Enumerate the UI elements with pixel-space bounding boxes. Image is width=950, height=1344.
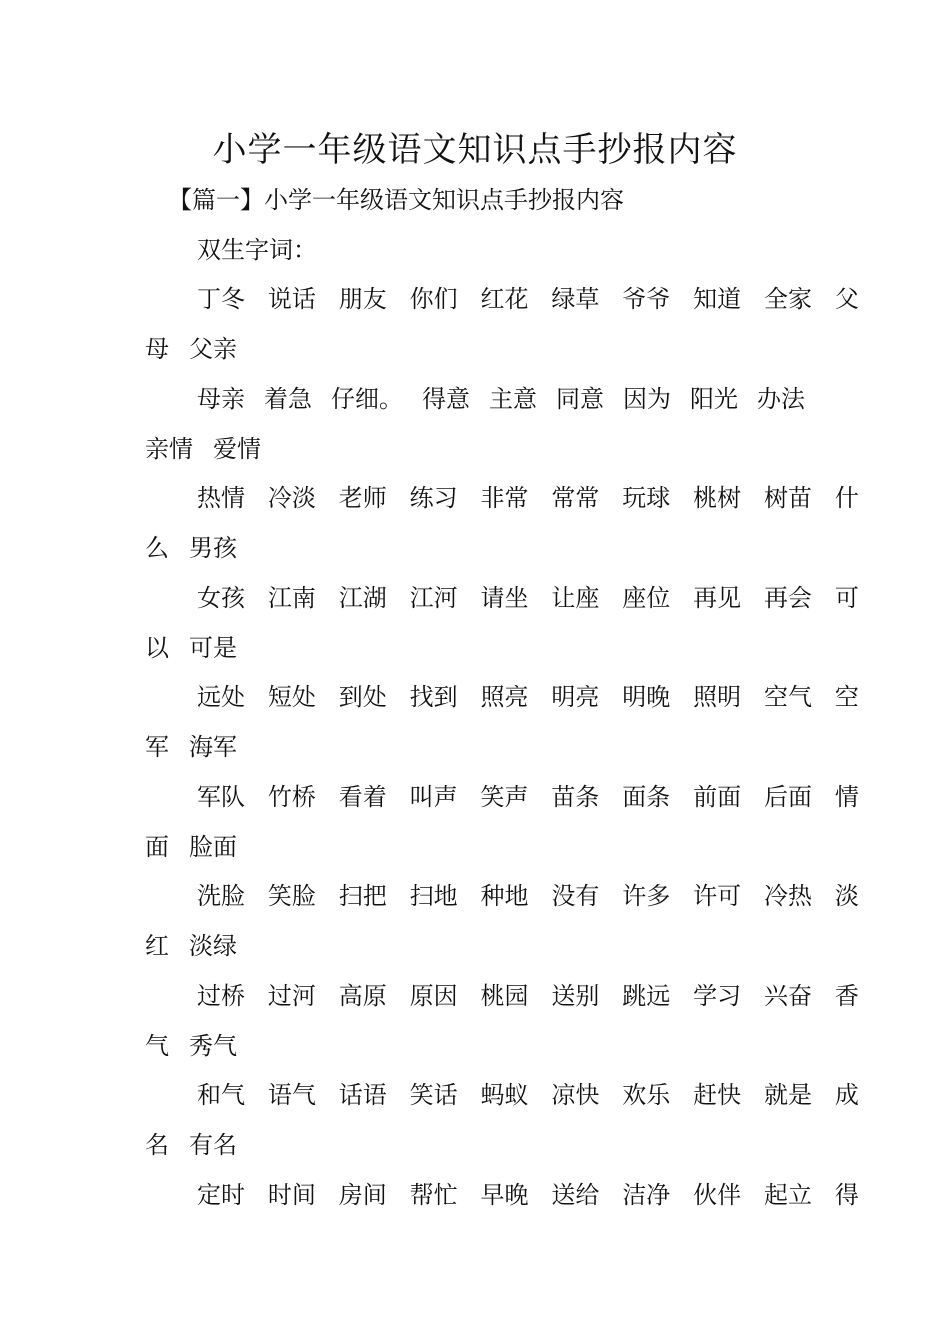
vocab-word: 蚂蚁: [480, 1081, 529, 1109]
vocab-word: 请坐: [480, 584, 529, 612]
vocab-row: [197, 974, 859, 1018]
vocab-word: 原因: [409, 982, 458, 1010]
vocab-word: 办法: [757, 385, 805, 413]
vocab-row: [197, 675, 859, 719]
vocab-word: 扫把: [338, 882, 387, 910]
vocab-word: 没有: [551, 882, 600, 910]
vocab-word: 什: [834, 484, 859, 512]
vocab-word: 可: [834, 584, 859, 612]
vocab-word: 欢乐: [622, 1081, 671, 1109]
vocab-word: 军: [145, 733, 169, 761]
vocab-word: 情: [834, 783, 859, 811]
vocab-word: 洗脸: [197, 882, 245, 910]
vocab-row-continuation: [145, 626, 237, 670]
vocab-word: 空气: [764, 683, 812, 711]
vocab-word: 男孩: [189, 534, 237, 562]
vocab-word: 早晚: [480, 1181, 529, 1209]
vocab-row-continuation: [145, 1123, 237, 1167]
vocab-word: 主意: [489, 385, 537, 413]
vocab-word: 短处: [267, 683, 316, 711]
vocab-word: 着急: [264, 385, 312, 413]
vocab-row: [197, 576, 859, 620]
vocab-word: 脸面: [189, 833, 237, 861]
vocab-row-continuation: [145, 327, 237, 371]
vocab-row: [197, 775, 859, 819]
vocab-word: 远处: [197, 683, 245, 711]
vocab-word: 冷热: [764, 882, 812, 910]
vocab-word: 照明: [693, 683, 742, 711]
vocab-word: 江河: [409, 584, 458, 612]
vocab-word: 后面: [764, 783, 812, 811]
vocab-word: 到处: [338, 683, 387, 711]
vocab-word: 就是: [764, 1081, 812, 1109]
vocab-word: 面条: [622, 783, 671, 811]
vocab-word: 跳远: [622, 982, 671, 1010]
vocab-word: 热情: [197, 484, 245, 512]
vocab-word: 红花: [480, 285, 529, 313]
vocab-word: 高原: [338, 982, 387, 1010]
vocab-word: 帮忙: [409, 1181, 458, 1209]
vocab-word: 房间: [338, 1181, 387, 1209]
vocab-word: 江湖: [338, 584, 387, 612]
vocab-word: 空: [834, 683, 859, 711]
vocab-word: 明晚: [622, 683, 671, 711]
vocab-row: [197, 874, 859, 918]
vocab-row-continuation: [145, 526, 237, 570]
vocab-word: 叫声: [409, 783, 458, 811]
vocab-row: [197, 476, 859, 520]
vocab-word: 凉快: [551, 1081, 600, 1109]
vocab-word: 父: [834, 285, 859, 313]
vocab-word: 赶快: [693, 1081, 742, 1109]
vocab-word: 许多: [622, 882, 671, 910]
vocab-row-continuation: [145, 427, 261, 471]
vocab-word: 阳光: [690, 385, 738, 413]
vocab-word: 淡绿: [189, 932, 237, 960]
vocab-word: 爱情: [213, 435, 261, 463]
vocab-word: 得: [834, 1181, 859, 1209]
vocab-word: 笑脸: [267, 882, 316, 910]
vocab-row-continuation: [145, 924, 237, 968]
vocab-word: 母: [145, 335, 169, 363]
vocab-word: 座位: [622, 584, 671, 612]
vocab-word: 同意: [556, 385, 604, 413]
vocab-word: 桃园: [480, 982, 529, 1010]
vocab-word: 再见: [693, 584, 742, 612]
vocab-row: [197, 1173, 859, 1217]
vocab-word: 许可: [693, 882, 742, 910]
vocab-word: 说话: [267, 285, 316, 313]
vocab-word: 名: [145, 1131, 169, 1159]
document-title: 小学一年级语文知识点手抄报内容: [212, 130, 738, 170]
vocab-word: 知道: [693, 285, 742, 313]
vocab-word: 过河: [267, 982, 316, 1010]
vocab-word: 练习: [409, 484, 458, 512]
vocab-word: 过桥: [197, 982, 245, 1010]
vocab-word: 你们: [409, 285, 458, 313]
vocab-word: 伙伴: [693, 1181, 742, 1209]
vocab-word: 再会: [764, 584, 812, 612]
vocab-word: 仔细。: [331, 385, 403, 413]
vocab-row-continuation: [145, 825, 237, 869]
vocab-word: 苗条: [551, 783, 600, 811]
vocab-word: 明亮: [551, 683, 600, 711]
vocab-word: 面: [145, 833, 169, 861]
vocab-word: 找到: [409, 683, 458, 711]
vocab-word: 得意: [422, 385, 470, 413]
vocab-word: 送别: [551, 982, 600, 1010]
vocab-word: 母亲: [197, 385, 245, 413]
vocab-word: 树苗: [764, 484, 812, 512]
vocab-word: 江南: [267, 584, 316, 612]
vocab-word: 么: [145, 534, 169, 562]
vocab-row: [197, 377, 805, 421]
vocab-word: 话语: [338, 1081, 387, 1109]
vocab-word: 常常: [551, 484, 600, 512]
vocab-word: 玩球: [622, 484, 671, 512]
vocab-word: 有名: [189, 1131, 237, 1159]
vocab-row-continuation: [145, 725, 237, 769]
vocab-word: 以: [145, 634, 169, 662]
vocab-word: 军队: [197, 783, 245, 811]
vocab-word: 语气: [267, 1081, 316, 1109]
vocab-word: 红: [145, 932, 169, 960]
vocab-word: 香: [834, 982, 859, 1010]
vocab-word: 父亲: [189, 335, 237, 363]
vocab-word: 丁冬: [197, 285, 245, 313]
vocab-word: 看着: [338, 783, 387, 811]
vocab-word: 让座: [551, 584, 600, 612]
vocab-word: 定时: [197, 1181, 245, 1209]
vocab-word: 时间: [267, 1181, 316, 1209]
vocab-word: 起立: [764, 1181, 812, 1209]
vocab-word: 送给: [551, 1181, 600, 1209]
vocab-word: 兴奋: [764, 982, 812, 1010]
vocab-word: 非常: [480, 484, 529, 512]
vocab-label: 双生字词：: [197, 236, 317, 264]
vocab-word: 绿草: [551, 285, 600, 313]
vocab-row: [197, 1073, 859, 1117]
vocab-word: 洁净: [622, 1181, 671, 1209]
vocab-word: 扫地: [409, 882, 458, 910]
vocab-word: 秀气: [189, 1032, 237, 1060]
vocab-word: 成: [834, 1081, 859, 1109]
vocab-word: 种地: [480, 882, 529, 910]
vocab-word: 海军: [189, 733, 237, 761]
vocab-word: 朋友: [338, 285, 387, 313]
vocab-row: [197, 277, 859, 321]
vocab-word: 照亮: [480, 683, 529, 711]
vocab-word: 桃树: [693, 484, 742, 512]
vocab-word: 老师: [338, 484, 387, 512]
vocab-word: 学习: [693, 982, 742, 1010]
vocab-row-continuation: [145, 1024, 237, 1068]
section-heading: 【篇一】小学一年级语文知识点手抄报内容: [168, 186, 624, 214]
vocab-word: 竹桥: [267, 783, 316, 811]
vocab-word: 笑声: [480, 783, 529, 811]
vocab-word: 冷淡: [267, 484, 316, 512]
vocab-word: 可是: [189, 634, 237, 662]
vocab-word: 全家: [764, 285, 812, 313]
vocab-word: 和气: [197, 1081, 245, 1109]
vocab-word: 因为: [623, 385, 671, 413]
vocab-word: 淡: [834, 882, 859, 910]
vocab-word: 前面: [693, 783, 742, 811]
vocab-word: 爷爷: [622, 285, 671, 313]
vocab-word: 女孩: [197, 584, 245, 612]
vocab-word: 亲情: [145, 435, 193, 463]
vocab-word: 笑话: [409, 1081, 458, 1109]
vocab-word: 气: [145, 1032, 169, 1060]
